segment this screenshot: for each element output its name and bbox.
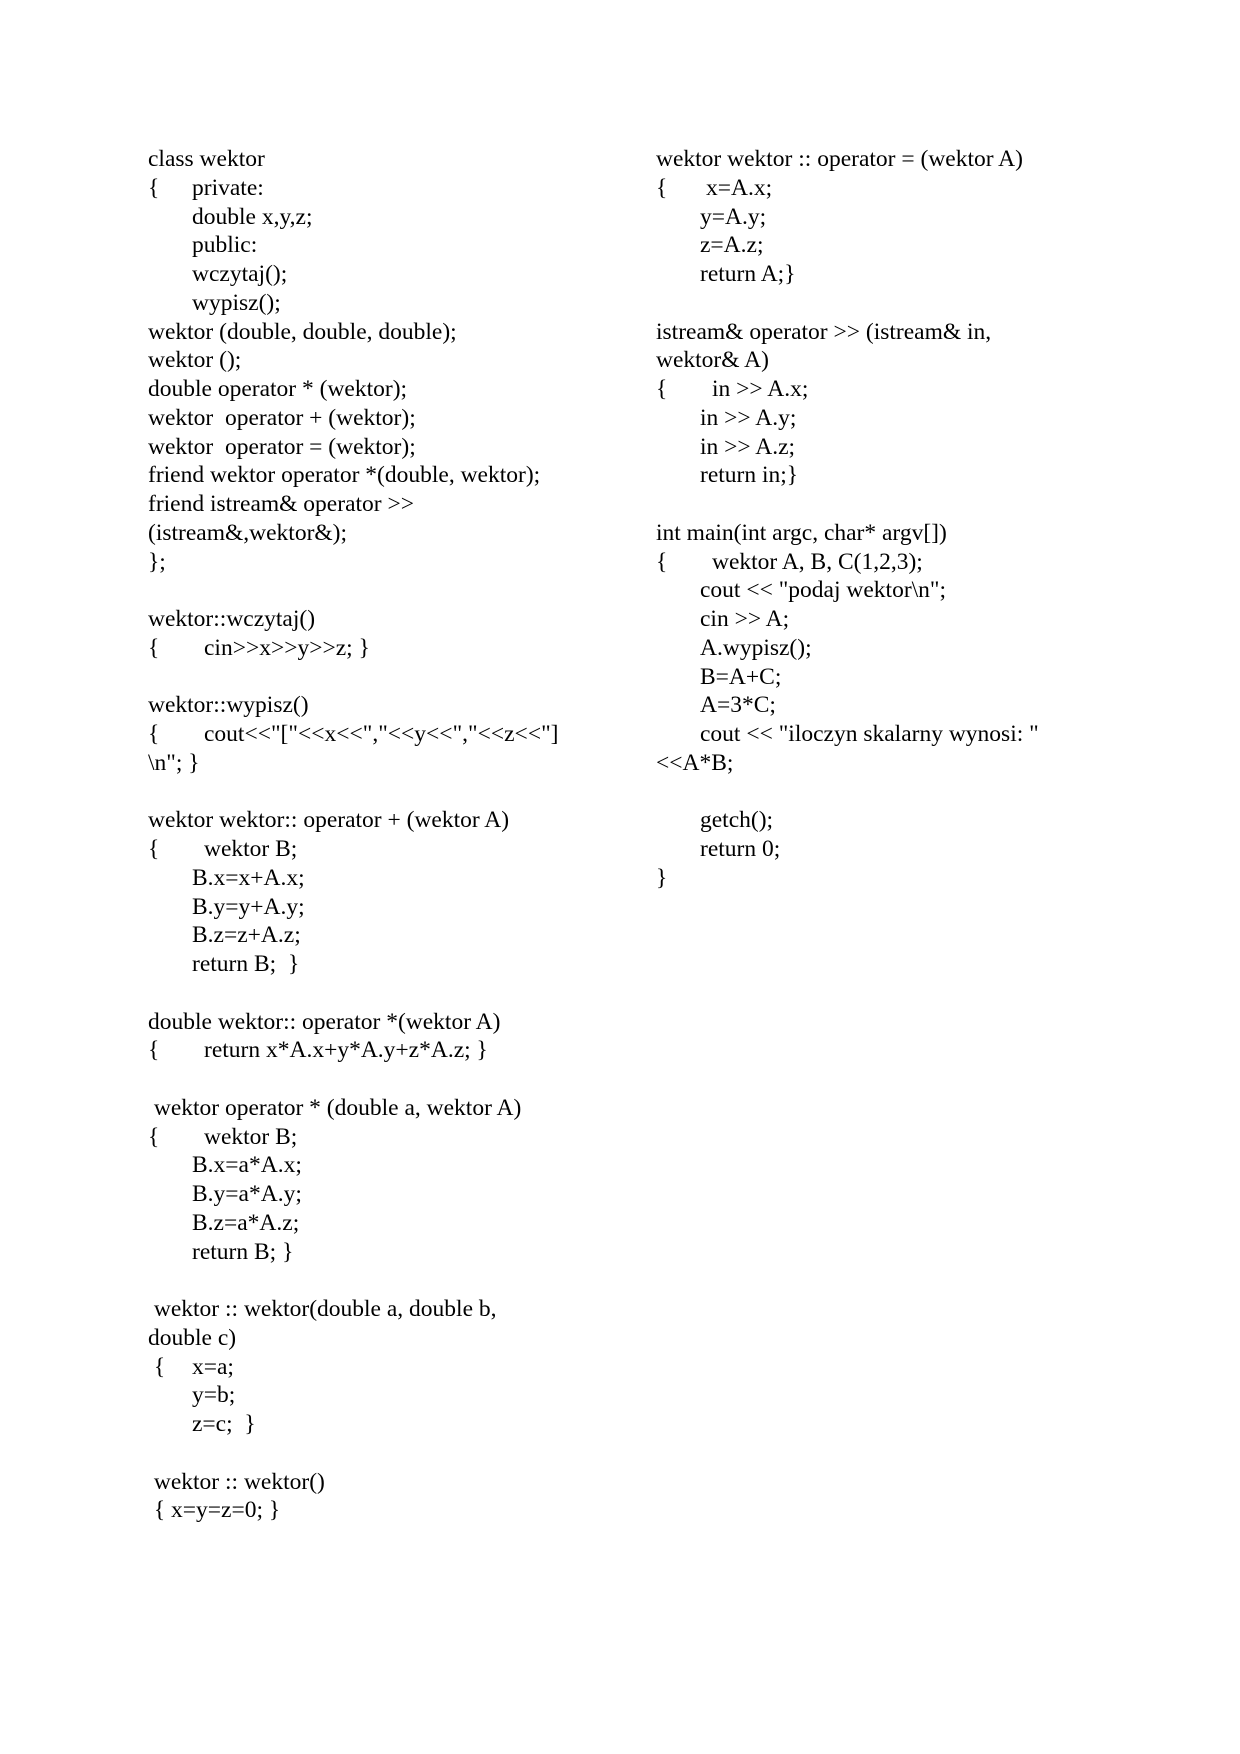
code-block-constructor-params	[148, 1295, 638, 1439]
code-line	[148, 950, 638, 979]
code-text: wektor (double, double, double);	[148, 318, 457, 345]
blank-line	[148, 1266, 638, 1295]
blank-line	[656, 289, 1106, 318]
code-line	[148, 289, 638, 318]
code-text: }	[656, 864, 668, 891]
blank-line	[148, 778, 638, 807]
brace: {	[148, 836, 160, 862]
code-text: z=c; }	[192, 1411, 256, 1437]
blank-line	[148, 979, 638, 1008]
code-text: wektor ();	[148, 347, 242, 374]
code-text: wektor::wczytaj()	[148, 606, 316, 632]
code-text: wektor& A)	[656, 347, 769, 374]
code-block-wczytaj	[148, 605, 638, 663]
code-line	[148, 893, 638, 922]
code-line	[656, 260, 1106, 289]
code-line	[656, 318, 1106, 347]
code-text: cout << "iloczyn skalarny wynosi: "	[700, 721, 1039, 747]
code-line	[148, 1295, 638, 1324]
code-line	[148, 835, 638, 864]
code-line	[148, 605, 638, 634]
code-line	[148, 1468, 638, 1497]
code-text: cout << "podaj wektor\n";	[700, 577, 947, 604]
code-line	[148, 1151, 638, 1180]
code-line	[148, 231, 638, 260]
code-line	[148, 318, 638, 347]
code-line	[656, 806, 1106, 835]
code-line	[656, 461, 1106, 490]
code-text: getch();	[700, 807, 774, 834]
code-text: };	[148, 548, 166, 575]
code-line	[148, 260, 638, 289]
code-text: in >> A.y;	[700, 404, 797, 431]
code-text: wektor :: wektor(double a, double b,	[148, 1296, 497, 1322]
code-line	[148, 1008, 638, 1037]
code-text: in >> A.z;	[700, 433, 796, 460]
code-line	[656, 519, 1106, 548]
code-text: x=A.x;	[706, 174, 773, 201]
code-text: B.x=x+A.x;	[192, 864, 305, 891]
blank-line	[148, 663, 638, 692]
code-block-main	[656, 519, 1106, 893]
code-line	[148, 490, 638, 519]
code-text: A=3*C;	[700, 692, 776, 719]
code-block-operator-assign	[656, 145, 1106, 289]
code-line	[148, 174, 638, 203]
code-text: double x,y,z;	[192, 203, 313, 230]
code-line	[656, 145, 1106, 174]
code-text: wektor::wypisz()	[148, 692, 309, 719]
code-text: B.z=a*A.z;	[192, 1209, 300, 1236]
code-block-operator-scalar	[148, 1094, 638, 1267]
code-line	[656, 375, 1106, 404]
code-line	[148, 720, 638, 749]
code-line	[148, 1353, 638, 1382]
code-line	[656, 835, 1106, 864]
code-line	[656, 433, 1106, 462]
blank-line	[656, 490, 1106, 519]
brace: {	[148, 174, 160, 201]
code-text: wczytaj();	[192, 261, 288, 287]
code-text: in >> A.x;	[712, 376, 809, 402]
code-line	[148, 1180, 638, 1209]
code-text: B.z=z+A.z;	[192, 922, 301, 949]
brace: {	[148, 721, 160, 747]
blank-line	[148, 1065, 638, 1094]
code-text: friend istream& operator >>	[148, 491, 414, 517]
code-line	[656, 778, 1106, 807]
code-line	[148, 375, 638, 404]
code-text: istream& operator >> (istream& in,	[656, 318, 992, 345]
code-text: double wektor:: operator *(wektor A)	[148, 1008, 501, 1035]
code-line	[148, 145, 638, 174]
code-text: return in;}	[700, 462, 799, 489]
code-line	[148, 433, 638, 462]
code-line	[148, 346, 638, 375]
code-text: wektor B;	[204, 1123, 298, 1150]
code-text: wektor operator + (wektor);	[148, 404, 416, 431]
code-line	[148, 1209, 638, 1238]
code-text: wektor B;	[204, 836, 298, 862]
code-line	[656, 548, 1106, 577]
code-line	[656, 749, 1106, 778]
code-line	[148, 461, 638, 490]
code-text: int main(int argc, char* argv[])	[656, 519, 947, 546]
code-line	[148, 1094, 638, 1123]
code-line	[148, 404, 638, 433]
code-text: wektor :: wektor()	[148, 1468, 325, 1495]
brace: {	[656, 174, 668, 201]
code-text: return x*A.x+y*A.y+z*A.z; }	[204, 1037, 488, 1064]
code-line	[148, 1123, 638, 1152]
code-line	[148, 519, 638, 548]
code-line	[656, 720, 1106, 749]
code-text: double operator * (wektor);	[148, 376, 408, 402]
code-text: y=A.y;	[700, 203, 767, 230]
code-line	[656, 605, 1106, 634]
code-block-class-definition	[148, 145, 638, 576]
code-line	[656, 634, 1106, 663]
code-line	[148, 1410, 638, 1439]
brace: {	[656, 376, 668, 402]
code-text: { x=y=z=0; }	[148, 1497, 281, 1524]
code-text: x=a;	[192, 1353, 234, 1380]
code-text: wektor wektor :: operator = (wektor A)	[656, 146, 1023, 172]
code-line	[656, 231, 1106, 260]
code-text: A.wypisz();	[700, 634, 812, 661]
code-text: (istream&,wektor&);	[148, 519, 348, 546]
code-text: wektor A, B, C(1,2,3);	[712, 548, 923, 575]
code-text: double c)	[148, 1324, 237, 1351]
code-line	[148, 1324, 638, 1353]
code-text: wektor wektor:: operator + (wektor A)	[148, 807, 510, 834]
left-code-column	[148, 145, 638, 1525]
code-text: y=b;	[192, 1382, 236, 1409]
blank-line	[148, 1439, 638, 1468]
code-text: z=A.z;	[700, 232, 764, 259]
code-line	[656, 576, 1106, 605]
code-text: B.x=a*A.x;	[192, 1152, 302, 1179]
code-text: cout<<"["<<x<<","<<y<<","<<z<<"]	[204, 721, 559, 747]
code-text: wypisz();	[192, 289, 281, 316]
code-line	[148, 203, 638, 232]
code-text: class wektor	[148, 146, 265, 172]
code-line	[148, 1381, 638, 1410]
code-text: cin>>x>>y>>z; }	[204, 634, 370, 661]
code-line	[148, 921, 638, 950]
code-line	[148, 749, 638, 778]
code-text: B.y=y+A.y;	[192, 893, 305, 920]
code-text: return 0;	[700, 836, 781, 862]
brace: {	[148, 1353, 166, 1380]
code-line	[148, 691, 638, 720]
right-code-column	[656, 145, 1106, 893]
code-line	[656, 404, 1106, 433]
code-text: return B; }	[192, 951, 300, 977]
code-line	[656, 203, 1106, 232]
brace: {	[656, 548, 668, 575]
code-text: B.y=a*A.y;	[192, 1181, 302, 1207]
code-line	[656, 174, 1106, 203]
code-text: \n"; }	[148, 749, 200, 776]
code-block-operator-dot	[148, 1008, 638, 1066]
brace: {	[148, 634, 160, 661]
code-line	[148, 634, 638, 663]
code-text: wektor operator * (double a, wektor A)	[148, 1094, 522, 1121]
code-text: wektor operator = (wektor);	[148, 433, 416, 460]
code-line	[656, 346, 1106, 375]
code-text: cin >> A;	[700, 606, 790, 632]
code-block-operator-stream	[656, 318, 1106, 491]
code-line	[148, 1238, 638, 1267]
code-text: private:	[192, 174, 264, 201]
code-text: public:	[192, 232, 258, 259]
code-text: friend wektor operator *(double, wektor);	[148, 462, 541, 489]
brace: {	[148, 1123, 160, 1150]
code-text: <<A*B;	[656, 749, 734, 776]
code-line	[148, 864, 638, 893]
code-line	[148, 1036, 638, 1065]
code-line	[148, 806, 638, 835]
code-block-wypisz	[148, 691, 638, 777]
code-line	[148, 1496, 638, 1525]
blank-line	[148, 576, 638, 605]
code-block-operator-plus	[148, 806, 638, 979]
code-text: B=A+C;	[700, 663, 782, 690]
code-block-constructor-default	[148, 1468, 638, 1526]
code-line	[656, 864, 1106, 893]
code-text: return B; }	[192, 1238, 294, 1265]
code-line	[656, 691, 1106, 720]
brace: {	[148, 1037, 160, 1064]
code-line	[656, 663, 1106, 692]
code-line	[148, 548, 638, 577]
code-text: return A;}	[700, 261, 796, 287]
